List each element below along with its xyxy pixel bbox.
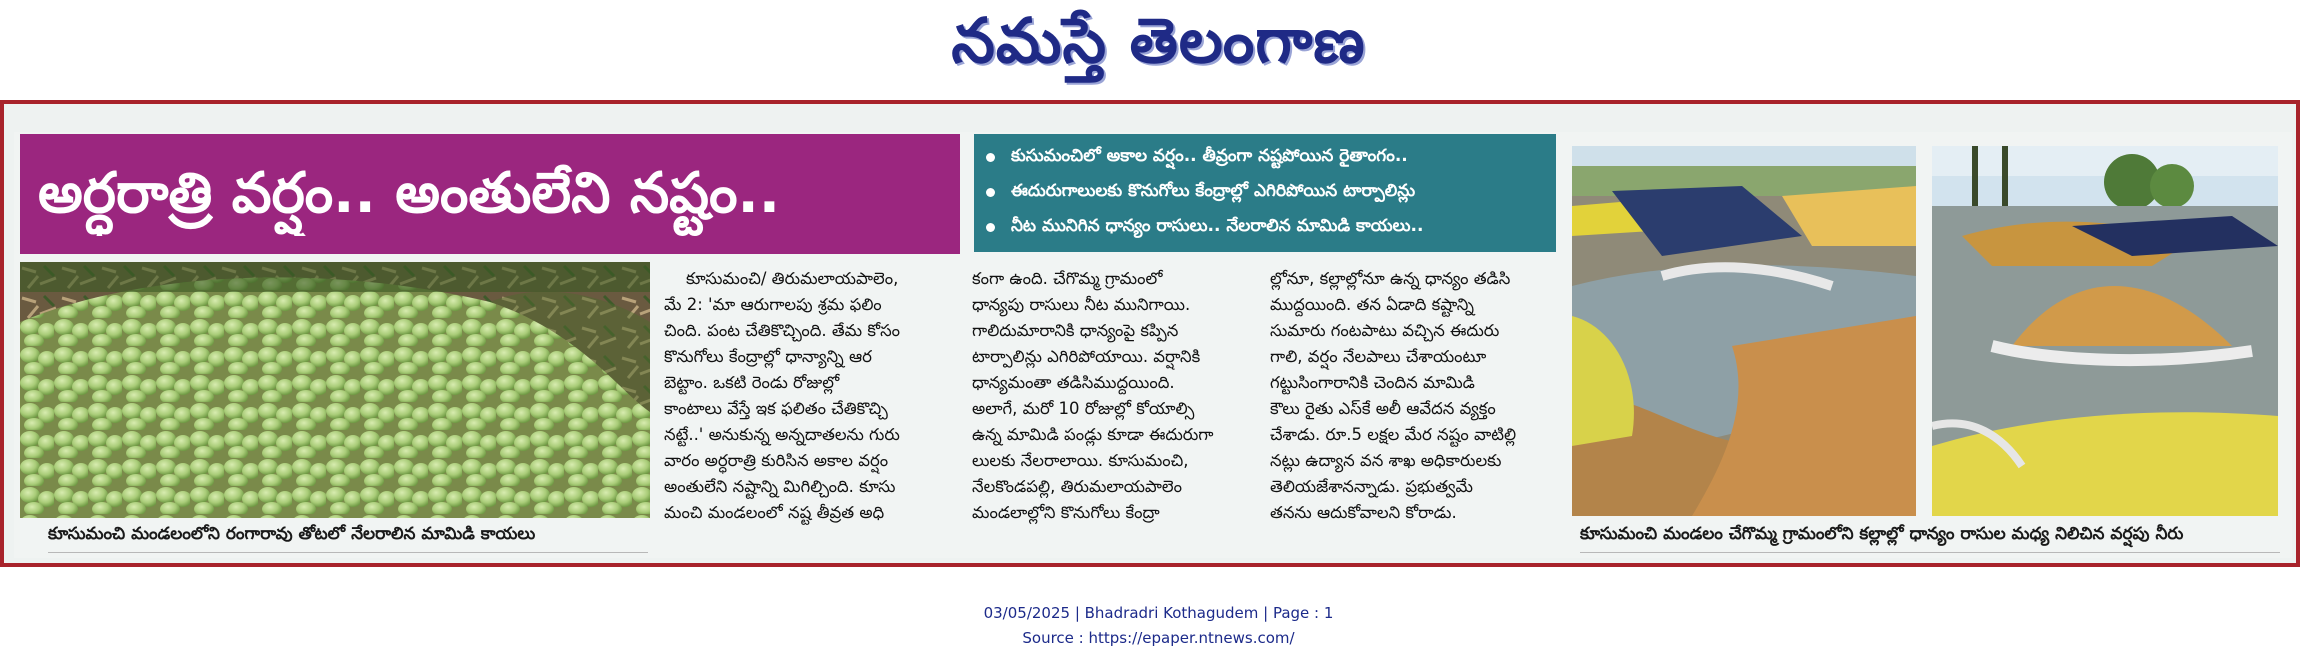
article-text-line: నట్లు ఉద్యాన వన శాఖ అధికారులకు (1270, 451, 1502, 470)
flooded-grain-photo-1 (1572, 146, 1916, 516)
article-text-line: మంచి మండలంలో నష్ట తీవ్రత అధి (664, 503, 885, 522)
article-text-line: ల్లోనూ, కల్లాల్లోనూ ఉన్న ధాన్యం తడిసి (1270, 269, 1511, 288)
photo-caption: కూసుమంచి మండలంలోని రంగారావు తోటలో నేలరాలిన మామిడి కాయలు (48, 524, 648, 553)
flooded-grain-photo-2 (1932, 146, 2278, 516)
headline: అర్ధరాత్రి వర్షం.. అంతులేని నష్టం.. (38, 161, 781, 226)
fallen-mangoes-photo (20, 262, 650, 518)
article-text-line: బెట్టాం. ఒకటి రెండు రోజుల్లో (664, 373, 840, 392)
headline-banner (20, 134, 960, 254)
article-text-line: గాలిదుమారానికి ధాన్యంపై కప్పిన (972, 321, 1179, 340)
article-text-line: ధాన్యమంతా తడిసిముద్దయింది. (972, 373, 1175, 392)
article-text-line: టార్పాలిన్లు ఎగిరిపోయాయి. వర్షానికి (972, 347, 1201, 366)
article-text-line: చింది. పంట చేతికొచ్చింది. తేమ కోసం (664, 321, 901, 340)
article-text-line: తెలియజేశానన్నాడు. ప్రభుత్వమే (1270, 477, 1474, 496)
article-text-line: కంగా ఉంది. చేగొమ్మ గ్రామంలో (972, 269, 1163, 288)
article-column-2 (972, 266, 1272, 526)
footer-source: Source : https://epaper.ntnews.com/ (1022, 629, 1295, 647)
article-text-line: గట్టుసింగారానికి చెందిన మామిడి (1270, 373, 1475, 392)
article-text-line: గాలి, వర్షం నేలపాలు చేశాయంటూ (1270, 347, 1487, 366)
photo-caption: కూసుమంచి మండలం చేగొమ్మ గ్రామంలోని కల్లాల్లో ధాన్యం రాసుల మధ్య నిలిచిన వర్షపు నీరు (1580, 524, 2280, 553)
article-column-3 (1270, 266, 1570, 526)
article-text-line: చేశాడు. రూ.5 లక్షల మేర నష్టం వాటిల్లి (1270, 425, 1517, 444)
bullet-icon (986, 188, 995, 197)
article-text-line: సుమారు గంటపాటు వచ్చిన ఈదురు (1270, 321, 1500, 340)
newspaper-logo: నమస్తే తెలంగాణ (951, 4, 1366, 77)
bullet-icon (986, 223, 995, 232)
article-text-line: ఉన్న మామిడి పండ్లు కూడా ఈదురుగా (972, 425, 1214, 444)
footer-info: 03/05/2025 | Bhadradri Kothagudem | Page : 1 (983, 604, 1334, 622)
article-text-line: కాంటాలు వేస్తే ఇక ఫలితం చేతికొచ్చి (664, 399, 888, 418)
masthead (0, 0, 2317, 100)
article-text-line: ముద్దయింది. తన ఏడాది కష్టాన్ని (1270, 295, 1474, 314)
highlights-box (974, 134, 1556, 252)
article-text-line: లులకు నేలరాలాయి. కూసుమంచి, (972, 451, 1189, 470)
article-text-line: తనను ఆదుకోవాలని కోరాడు. (1270, 503, 1457, 522)
article-text-line: కౌలు రైతు ఎస్‌కే అలీ ఆవేదన వ్యక్తం (1270, 399, 1496, 418)
highlight-item: కుసుమంచిలో అకాల వర్షం.. తీవ్రంగా నష్టపోయిన రైతాంగం.. (986, 140, 1556, 175)
article-text-line: వారం అర్ధరాత్రి కురిసిన అకాల వర్షం (664, 451, 889, 470)
article-text-line: మండలాల్లోని కొనుగోలు కేంద్రా (972, 503, 1160, 522)
article-column-1 (664, 266, 964, 526)
article-text-line: అంతులేని నష్టాన్ని మిగిల్చింది. కూసు (664, 477, 896, 496)
highlight-item: ఈదురుగాలులకు కొనుగోలు కేంద్రాల్లో ఎగిరిపోయిన టార్పాలిన్లు (986, 175, 1556, 210)
article-text-line: మే 2: 'మా ఆరుగాలపు శ్రమ ఫలిం (664, 295, 882, 314)
highlight-item: నీట మునిగిన ధాన్యం రాసులు.. నేలరాలిన మామిడి కాయలు.. (986, 210, 1556, 245)
article-text-line: ధాన్యపు రాసులు నీట మునిగాయి. (972, 295, 1191, 314)
article-text-line: కూసుమంచి/ తిరుమలాయపాలెం, (686, 269, 899, 288)
article-text-line: కొనుగోలు కేంద్రాల్లో ధాన్యాన్ని ఆర (664, 347, 872, 366)
article-text-line: నట్టే..' అనుకున్న అన్నదాతలను గురు (664, 425, 900, 444)
bullet-icon (986, 153, 995, 162)
article-text-line: నేలకొండపల్లి, తిరుమలాయపాలెం (972, 477, 1182, 496)
article-text-line: అలాగే, మరో 10 రోజుల్లో కోయాల్సి (972, 399, 1195, 418)
